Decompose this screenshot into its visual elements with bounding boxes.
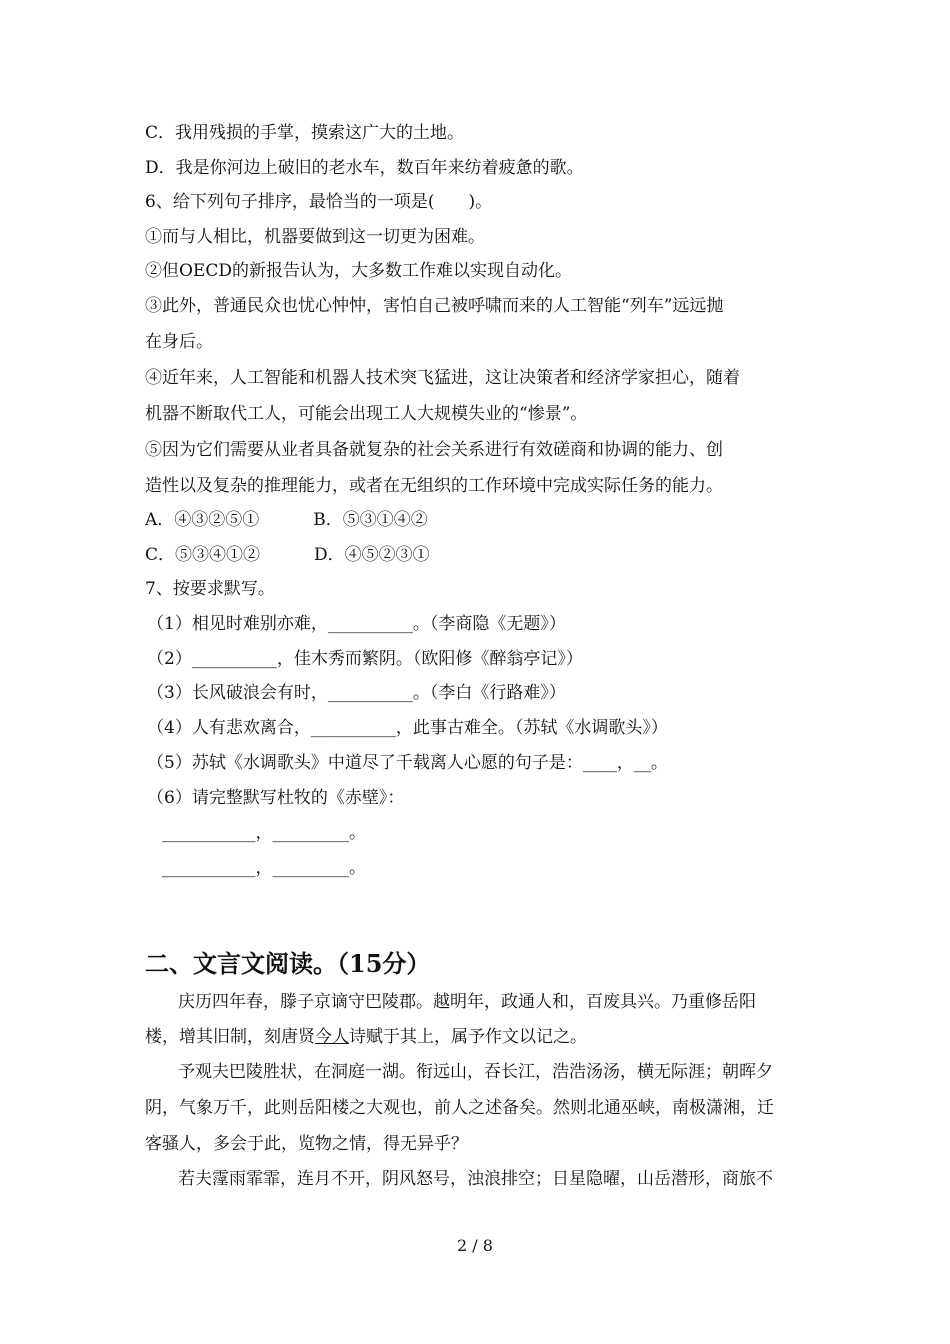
q5-option-c: C．我用残损的手掌，摸索这广大的土地。: [145, 123, 465, 143]
passage-p2-line3: 客骚人，多会于此，览物之情，得无异乎？: [145, 1134, 468, 1154]
q6-option-a: A．④③②⑤①: [145, 510, 260, 530]
q5-option-d: D．我是你河边上破旧的老水车，数百年来纺着疲惫的歌。: [145, 158, 584, 178]
q7-item-3: （3）长风破浪会有时，__________。（李白《行路难》）: [147, 683, 566, 703]
passage-p3-line1: 若夫霪雨霏霏，连月不开，阴风怒号，浊浪排空；日星隐曜，山岳潜形，商旅不: [178, 1169, 773, 1189]
passage-text: 楼，增其旧制，刻唐贤: [145, 1027, 315, 1047]
q7-item-1: （1）相见时难别亦难，__________。（李商隐《无题》）: [147, 614, 566, 634]
q6-sentence-3-line1: ③此外，普通民众也忧心忡忡，害怕自己被呼啸而来的人工智能“列车”远远抛: [145, 296, 724, 316]
passage-p1-line1: 庆历四年春，滕子京谪守巴陵郡。越明年，政通人和，百废具兴。乃重修岳阳: [178, 992, 756, 1012]
q7-item-6: （6）请完整默写杜牧的《赤壁》：: [147, 788, 405, 808]
q6-options-row2: [145, 543, 430, 567]
q6-sentence-4-line1: ④近年来，人工智能和机器人技术突飞猛进，这让决策者和经济学家担心，随着: [145, 368, 740, 388]
q6-sentence-4-line2: 机器不断取代工人，可能会出现工人大规模失业的“惨景”。: [145, 404, 588, 424]
passage-text: 诗赋于其上，属予作文以记之。: [349, 1027, 587, 1047]
q7-item-4: （4）人有悲欢离合，__________，此事古难全。（苏轼《水调歌头》）: [147, 718, 668, 738]
page-number: 2 / 8: [457, 1236, 493, 1255]
q6-option-c: C．⑤③④①②: [145, 545, 261, 565]
passage-p2-line2: 阴，气象万千，此则岳阳楼之大观也，前人之述备矣。然则北通巫峡，南极潇湘，迁: [145, 1098, 774, 1118]
passage-p2-line1: 予观夫巴陵胜状，在洞庭一湖。衔远山，吞长江，浩浩汤汤，横无际涯；朝晖夕: [178, 1062, 773, 1082]
q7-item-2: （2）__________，佳木秀而繁阴。（欧阳修《醉翁亭记》）: [147, 649, 583, 669]
q6-sentence-2: ②但OECD的新报告认为，大多数工作难以实现自动化。: [145, 261, 572, 281]
passage-p1-line2: [145, 1025, 587, 1049]
q7-prompt: 7、按要求默写。: [145, 579, 275, 599]
q6-option-b: B．⑤③①④②: [313, 510, 428, 530]
q6-prompt: 6、给下列句子排序，最恰当的一项是( )。: [145, 192, 493, 212]
q6-option-d: D．④⑤②③①: [314, 545, 430, 565]
q6-sentence-1: ①而与人相比，机器要做到这一切更为困难。: [145, 227, 485, 247]
q6-sentence-3-line2: 在身后。: [145, 332, 213, 352]
q6-sentence-5-line1: ⑤因为它们需要从业者具备就复杂的社会关系进行有效磋商和协调的能力、创: [145, 440, 723, 460]
underlined-term: 今人: [315, 1027, 349, 1047]
q6-options-row1: [145, 508, 428, 532]
q7-blank-line-2: ___________，_________。: [162, 858, 366, 878]
q6-sentence-5-line2: 造性以及复杂的推理能力，或者在无组织的工作环境中完成实际任务的能力。: [145, 476, 723, 496]
q7-blank-line-1: ___________，_________。: [162, 823, 366, 843]
q7-item-5: （5）苏轼《水调歌头》中道尽了千载离人心愿的句子是：____，__。: [147, 753, 668, 773]
section-heading: 二、文言文阅读。（15分）: [145, 949, 431, 978]
